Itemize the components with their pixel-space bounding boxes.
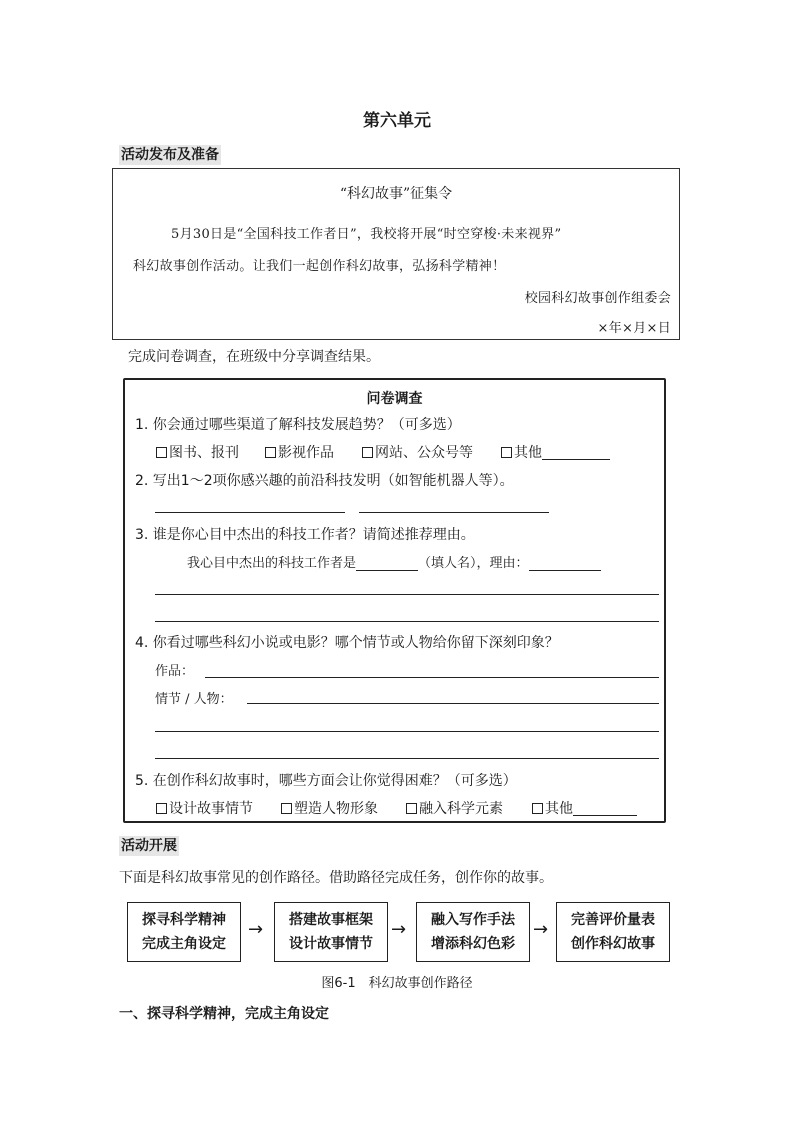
flow-step-3: 融入写作手法 增添科幻色彩 xyxy=(416,902,530,962)
answer-line[interactable] xyxy=(155,621,659,622)
checkbox[interactable] xyxy=(281,803,292,814)
checkbox[interactable] xyxy=(406,803,417,814)
checkbox[interactable] xyxy=(362,447,373,458)
survey-box xyxy=(123,378,666,823)
answer-line[interactable] xyxy=(205,677,659,678)
q1-option-4[interactable]: 其他 xyxy=(501,442,610,462)
notice-title: “科幻故事”征集令 xyxy=(339,186,453,202)
question-5: 5. 在创作科幻故事时，哪些方面会让你觉得困难？（可多选） xyxy=(135,773,517,789)
checkbox[interactable] xyxy=(156,447,167,458)
flow-step-1: 探寻科学精神 完成主角设定 xyxy=(127,902,241,962)
answer-line[interactable] xyxy=(155,758,659,759)
section-heading-1: 一、探寻科学精神，完成主角设定 xyxy=(119,1006,329,1022)
q1-option-3[interactable]: 网站、公众号等 xyxy=(362,442,473,462)
answer-line[interactable] xyxy=(155,594,659,595)
question-2: 2. 写出1～2项你感兴趣的前沿科技发明（如智能机器人等）。 xyxy=(135,473,514,489)
notice-line-2: 科幻故事创作活动。让我们一起创作科幻故事，弘扬科学精神！ xyxy=(133,259,506,274)
arrow-icon: → xyxy=(533,919,549,940)
answer-line[interactable] xyxy=(155,731,659,732)
notice-date: ×年×月×日 xyxy=(597,321,671,336)
notice-box xyxy=(112,168,680,340)
q1-option-1[interactable]: 图书、报刊 xyxy=(156,442,239,462)
question-3: 3. 谁是你心目中杰出的科技工作者？请简述推荐理由。 xyxy=(135,527,475,543)
fill-blank-reason[interactable] xyxy=(529,556,601,571)
section-label-activity: 活动开展 xyxy=(121,838,177,854)
q5-option-1[interactable]: 设计故事情节 xyxy=(156,798,253,818)
survey-title: 问卷调查 xyxy=(366,391,423,407)
checkbox[interactable] xyxy=(532,803,543,814)
checkbox[interactable] xyxy=(156,803,167,814)
q1-option-2[interactable]: 影视作品 xyxy=(265,442,334,462)
flow-step-2: 搭建故事框架 设计故事情节 xyxy=(274,902,388,962)
flow-step-4: 完善评价量表 创作科幻故事 xyxy=(556,902,670,962)
answer-line[interactable] xyxy=(359,512,549,513)
arrow-icon: → xyxy=(391,919,407,940)
q5-option-2[interactable]: 塑造人物形象 xyxy=(281,798,378,818)
q3-fill-row: 我心目中杰出的科技工作者是 （填人名），理由： xyxy=(187,552,601,571)
answer-line[interactable] xyxy=(155,512,345,513)
q5-option-4[interactable]: 其他 xyxy=(532,798,637,818)
checkbox[interactable] xyxy=(265,447,276,458)
fill-blank-name[interactable] xyxy=(356,556,418,571)
checkbox[interactable] xyxy=(501,447,512,458)
flow-intro: 下面是科幻故事常见的创作路径。借助路径完成任务，创作你的故事。 xyxy=(119,870,553,886)
q4-work-label: 作品： xyxy=(155,664,195,679)
section-label-publish: 活动发布及准备 xyxy=(121,147,219,163)
q5-option-3[interactable]: 融入科学元素 xyxy=(406,798,503,818)
q4-plot-label: 情节 / 人物： xyxy=(155,692,233,707)
question-1: 1. 你会通过哪些渠道了解科技发展趋势？（可多选） xyxy=(135,417,461,433)
question-4: 4. 你看过哪些科幻小说或电影？哪个情节或人物给你留下深刻印象？ xyxy=(135,635,559,651)
notice-line-1: 5月30日是“全国科技工作者日”，我校将开展“时空穿梭·未来视界” xyxy=(171,227,562,242)
figure-caption: 图6-1 科幻故事创作路径 xyxy=(321,976,473,991)
page-title: 第六单元 xyxy=(363,111,431,131)
answer-line[interactable] xyxy=(247,703,659,704)
fill-blank[interactable] xyxy=(542,445,610,460)
fill-blank[interactable] xyxy=(573,801,637,816)
notice-signer: 校园科幻故事创作组委会 xyxy=(524,291,671,306)
arrow-icon: → xyxy=(248,919,264,940)
survey-intro: 完成问卷调查，在班级中分享调查结果。 xyxy=(128,349,380,365)
